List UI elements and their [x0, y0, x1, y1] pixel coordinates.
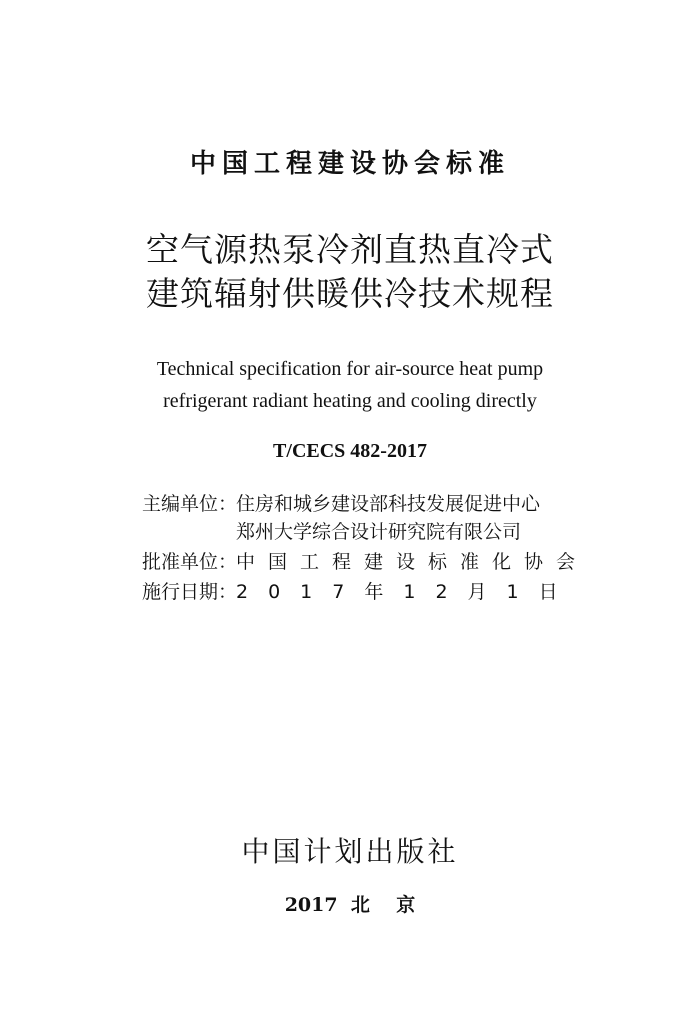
effective-date-label: 施行日期： [142, 581, 238, 603]
standard-series-heading: 中国工程建设协会标准 [189, 149, 510, 179]
editor-label: 主编单位： [142, 493, 238, 515]
document-title-line-1: 空气源热泵冷剂直热直冷式 [146, 230, 554, 269]
standard-code: T/CECS 482-2017 [273, 440, 427, 462]
publisher-name: 中国计划出版社 [241, 835, 459, 868]
editor-org-2: 郑州大学综合设计研究院有限公司 [236, 521, 522, 543]
english-title-line-2: refrigerant radiant heating and cooling directly [163, 390, 537, 412]
effective-date-row [142, 578, 578, 606]
editor-org-1: 住房和城乡建设部科技发展促进中心 [236, 493, 541, 515]
document-title-line-2: 建筑辐射供暖供冷技术规程 [146, 274, 554, 313]
effective-date: 2017年12月1日 [236, 581, 578, 603]
editor-row-2 [142, 518, 521, 546]
english-title-line-1: Technical specification for air-source heat pump [156, 358, 544, 380]
publication-year-place: 2017 北 京 [284, 894, 416, 916]
editor-row-1 [142, 490, 540, 518]
approver-label: 批准单位： [142, 551, 238, 573]
approver-row [142, 548, 588, 576]
approver-org: 中国工程建设标准化协会 [236, 551, 589, 573]
